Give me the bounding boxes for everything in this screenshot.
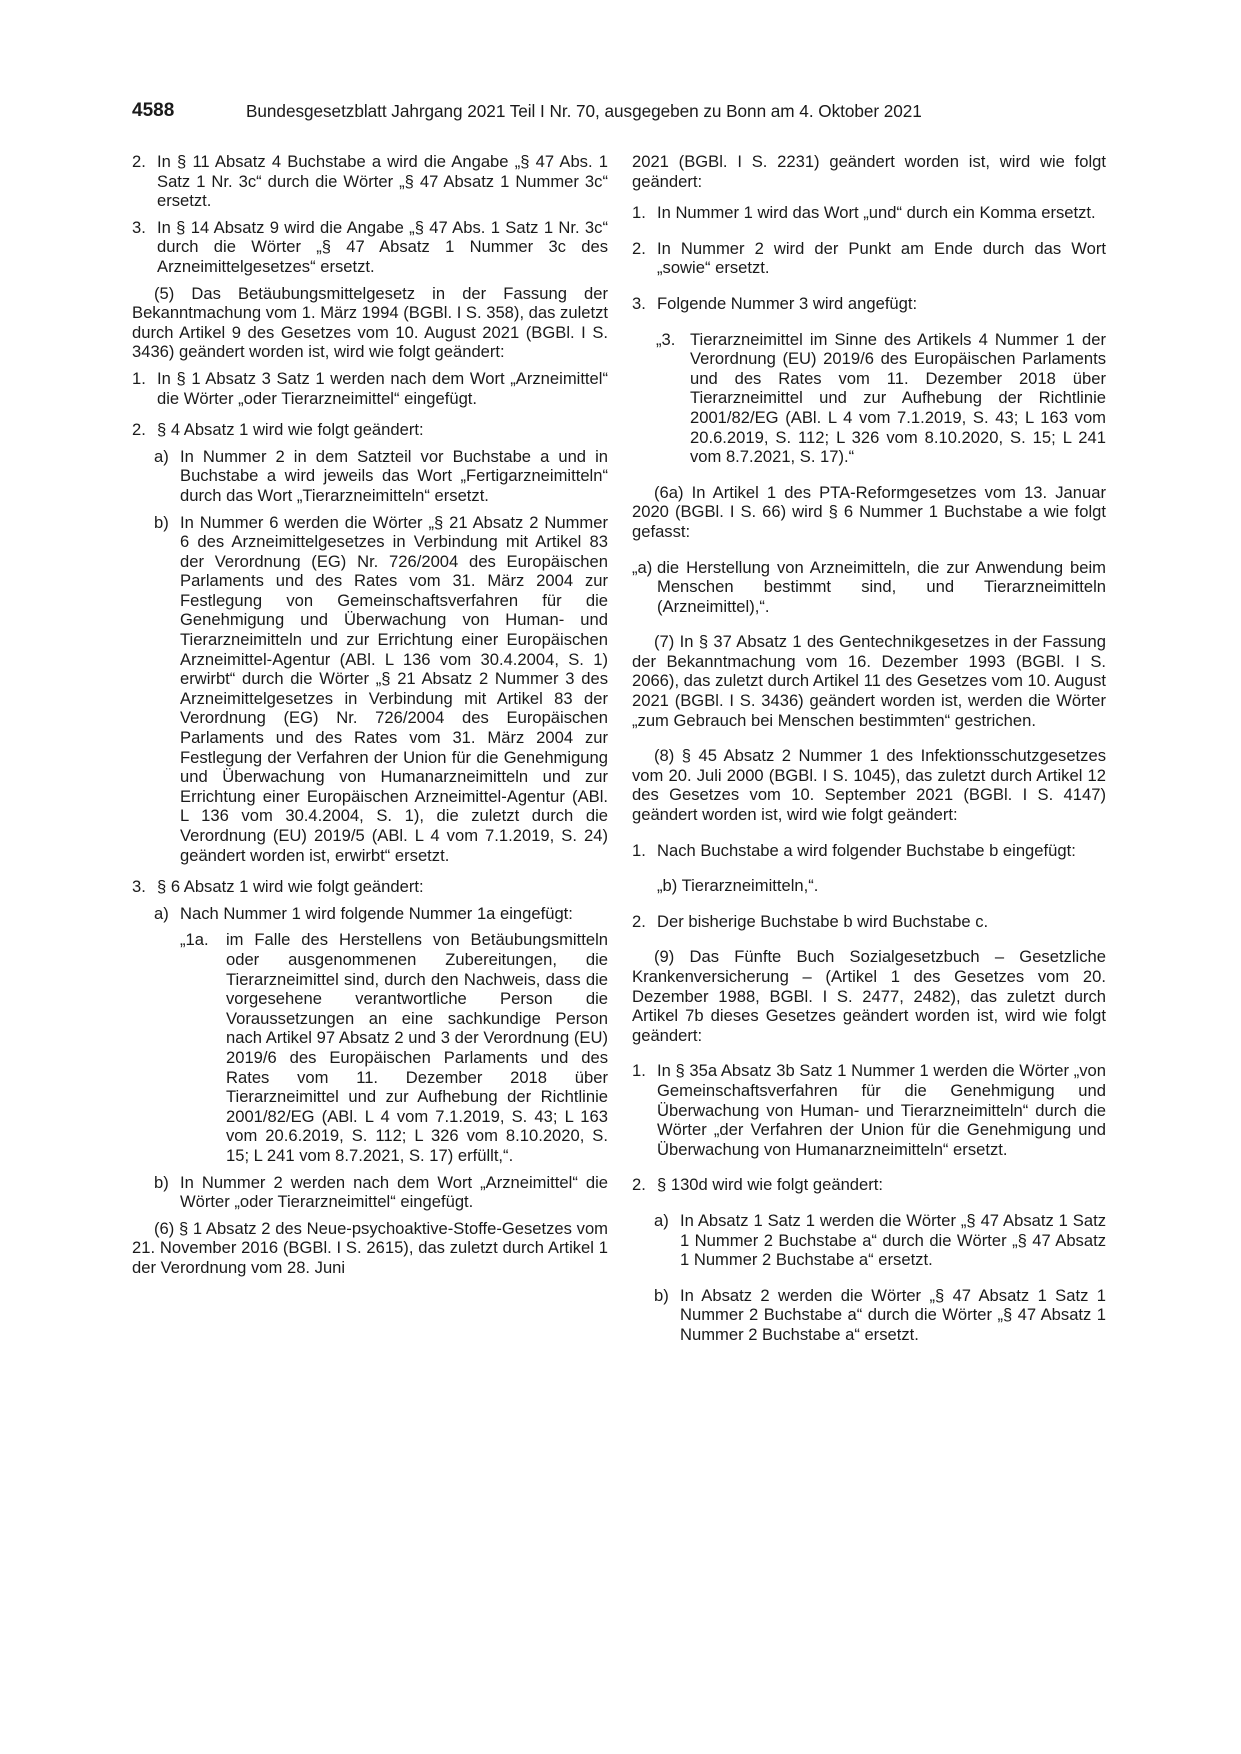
list-item — [632, 912, 1106, 932]
paragraph-9: (9) Das Fünfte Buch Sozialgesetzbuch – Gesetzliche Krankenversicherung – (Artikel 1 des Gesetzes vom 20. Dezember 1988, BGBl. I S. 2477, 2482), das zuletzt durch Artikel 7b dieses Gesetzes geändert worden ist, wird wie folgt geändert: — [632, 947, 1106, 1045]
list-item — [632, 203, 1106, 223]
list-item — [632, 239, 1106, 278]
item-text: In Nummer 2 werden nach dem Wort „Arzneimittel“ die Wörter „oder Tierarzneimittel“ eingefügt. — [180, 1172, 608, 1212]
item-text: Nach Nummer 1 wird folgende Nummer 1a eingefügt: — [180, 903, 573, 923]
sub-item — [132, 447, 608, 506]
item-text: Tierarzneimittel im Sinne des Artikels 4 Nummer 1 der Verordnung (EU) 2019/6 des Europäischen Parlaments und des Rates vom 11. Dezember 2018 über Tierarzneimittel und zur Aufhebung der Richtlinie 2001/82/EG (ABl. L 4 vom 7.1.2019, S. 43; L 163 vom 20.6.2019, S. 112; L 326 vom 8.10.2020, S. 15; L 241 vom 8.7.2021, S. 17).“ — [690, 329, 1106, 467]
item-number: 2. — [632, 238, 646, 258]
item-text: Nach Buchstabe a wird folgender Buchstabe b eingefügt: — [657, 840, 1076, 860]
list-item — [632, 841, 1106, 861]
quoted-item — [632, 558, 1106, 617]
item-text: In § 1 Absatz 3 Satz 1 werden nach dem Wort „Arzneimittel“ die Wörter „oder Tierarzneimittel“ eingefügt. — [157, 368, 608, 408]
gazette-title: Bundesgesetzblatt Jahrgang 2021 Teil I Nr. 70, ausgegeben zu Bonn am 4. Oktober 2021 — [246, 101, 922, 121]
right-column — [632, 152, 1106, 1345]
item-number: 1. — [132, 368, 146, 388]
item-number: 2. — [132, 420, 146, 440]
item-text: § 6 Absatz 1 wird wie folgt geändert: — [157, 877, 424, 897]
item-letter: „a) — [632, 557, 653, 577]
item-letter: a) — [154, 903, 169, 923]
page-number: 4588 — [132, 100, 175, 121]
item-text: In § 11 Absatz 4 Buchstabe a wird die Angabe „§ 47 Abs. 1 Satz 1 Nr. 3c“ durch die Wörter „§ 47 Absatz 1 Nummer 3c“ ersetzt. — [157, 152, 608, 211]
item-letter: b) — [154, 1172, 169, 1192]
item-letter: b) — [654, 1285, 669, 1305]
item-letter: a) — [654, 1210, 669, 1230]
paragraph-6a: (6a) In Artikel 1 des PTA-Reformgesetzes vom 13. Januar 2020 (BGBl. I S. 66) wird § 6 Nummer 1 Buchstabe a wie folgt gefasst: — [632, 482, 1106, 541]
paragraph-6-continued: 2021 (BGBl. I S. 2231) geändert worden ist, wird wie folgt geändert: — [632, 152, 1106, 191]
item-letter: b) — [154, 512, 169, 532]
sub-item — [132, 1173, 608, 1212]
item-number: 1. — [632, 840, 646, 860]
item-number: 3. — [632, 293, 646, 313]
item-number: „1a. — [180, 930, 209, 950]
item-number: 3. — [132, 877, 146, 897]
sub-item — [132, 513, 608, 866]
item-text: Der bisherige Buchstabe b wird Buchstabe c. — [657, 911, 989, 931]
item-number: 2. — [132, 152, 146, 171]
item-number: 1. — [632, 203, 646, 223]
list-item — [132, 877, 608, 897]
item-text: In Nummer 2 wird der Punkt am Ende durch das Wort „sowie“ ersetzt. — [657, 238, 1106, 278]
item-text: im Falle des Herstellens von Betäubungsmitteln oder ausgenommenen Zubereitungen, die Tierarzneimittel sind, durch den Nachweis, dass die vorgesehene verantwortliche Person die Voraussetzungen an eine sachkundige Person nach Artikel 97 Absatz 2 und 3 der Verordnung (EU) 2019/6 des Europäischen Parlaments und des Rates vom 11. Dezember 2018 über Tierarzneimittel und zur Aufhebung der Richtlinie 2001/82/EG (ABl. L 4 vom 7.1.2019, S. 43; L 163 vom 20.6.2019, S. 112; L 326 vom 8.10.2020, S. 15; L 241 vom 8.7.2021, S. 17) erfüllt,“. — [226, 930, 608, 1165]
paragraph-8: (8) § 45 Absatz 2 Nummer 1 des Infektionsschutzgesetzes vom 20. Juli 2000 (BGBl. I S. 1045), das zuletzt durch Artikel 12 des Gesetzes vom 10. September 2021 (BGBl. I S. 4147) geändert worden ist, wird wie folgt geändert: — [632, 746, 1106, 825]
sub-item — [632, 1211, 1106, 1270]
item-text: In § 35a Absatz 3b Satz 1 Nummer 1 werden die Wörter „von Gemeinschaftsverfahren für die Genehmigung und Überwachung von Human- und Tierarzneimitteln“ durch die Wörter „der Verfahren der Union für die Genehmigung und Überwachung von Humanarzneimitteln“ ersetzt. — [657, 1061, 1106, 1159]
list-item — [132, 369, 608, 408]
item-text: § 4 Absatz 1 wird wie folgt geändert: — [157, 420, 424, 440]
item-text: In Nummer 1 wird das Wort „und“ durch ein Komma ersetzt. — [657, 203, 1096, 223]
item-text: In Nummer 2 in dem Satzteil vor Buchstabe a und in Buchstabe a wird jeweils das Wort „Fertigarzneimitteln“ durch das Wort „Tierarzneimitteln“ ersetzt. — [180, 446, 608, 505]
item-number: 1. — [632, 1061, 646, 1081]
list-item — [132, 152, 608, 211]
item-text: In Absatz 1 Satz 1 werden die Wörter „§ 47 Absatz 1 Satz 1 Nummer 2 Buchstabe a“ durch die Wörter „§ 47 Absatz 1 Nummer 2 Buchstabe a“ ersetzt. — [680, 1210, 1106, 1270]
list-item — [632, 1175, 1106, 1195]
item-text: die Herstellung von Arzneimitteln, die zur Anwendung beim Menschen bestimmt sind, und Tierarzneimitteln (Arzneimittel),“. — [657, 557, 1106, 616]
list-item — [132, 218, 608, 277]
page-header — [132, 100, 1106, 128]
list-item — [132, 420, 608, 440]
item-number: 3. — [132, 217, 146, 237]
left-column — [132, 152, 608, 1277]
item-number: „3. — [656, 329, 676, 349]
item-text: In § 14 Absatz 9 wird die Angabe „§ 47 Abs. 1 Satz 1 Nr. 3c“ durch die Wörter „§ 47 Absatz 1 Nummer 3c des Arzneimittelgesetzes“ ersetzt. — [157, 217, 608, 276]
quoted-item — [632, 330, 1106, 467]
sub-item — [132, 904, 608, 924]
item-number: 2. — [632, 1175, 646, 1195]
quoted-letter-b: „b) Tierarzneimitteln,“. — [657, 876, 819, 896]
paragraph-6: (6) § 1 Absatz 2 des Neue-psychoaktive-Stoffe-Gesetzes vom 21. November 2016 (BGBl. I S. 2615), das zuletzt durch Artikel 1 der Verordnung vom 28. Juni — [132, 1218, 608, 1277]
paragraph-7: (7) In § 37 Absatz 1 des Gentechnikgesetzes in der Fassung der Bekanntmachung vom 16. Dezember 1993 (BGBl. I S. 2066), das zuletzt durch Artikel 11 des Gesetzes vom 10. August 2021 (BGBl. I S. 3436) geändert worden ist, werden die Wörter „zum Gebrauch bei Menschen bestimmten“ gestrichen. — [632, 632, 1106, 730]
item-text: In Nummer 6 werden die Wörter „§ 21 Absatz 2 Nummer 6 des Arzneimittelgesetzes in Verbindung mit Artikel 83 der Verordnung (EG) Nr. 726/2004 des Europäischen Parlaments und des Rates vom 31. März 2004 zur Festlegung von Gemeinschaftsverfahren für die Genehmigung und Überwachung von Human- und Tierarzneimitteln und zur Errichtung einer Europäischen Arzneimittel-Agentur (ABl. L 136 vom 30.4.2004, S. 1) erwirbt“ durch die Wörter „§ 21 Absatz 2 Nummer 3 des Arzneimittelgesetzes in Verbindung mit Artikel 83 der Verordnung (EG) Nr. 726/2004 des Europäischen Parlaments und des Rates vom 31. März 2004 zur Festlegung der Verfahren der Union für die Genehmigung und Überwachung von Humanarzneimitteln und zur Errichtung einer Europäischen Arzneimittel-Agentur (ABl. L 136 vom 30.4.2004, S. 1), die zuletzt durch die Verordnung (EU) 2019/5 (ABl. L 4 vom 7.1.2019, S. 24) geändert worden ist, erwirbt“ ersetzt. — [180, 512, 608, 865]
list-item — [632, 1061, 1106, 1159]
paragraph-5: (5) Das Betäubungsmittelgesetz in der Fassung der Bekanntmachung vom 1. März 1994 (BGBl. I S. 358), das zuletzt durch Artikel 9 des Gesetzes vom 10. August 2021 (BGBl. I S. 3436) geändert worden ist, wird wie folgt geändert: — [132, 283, 608, 362]
item-number: 2. — [632, 911, 646, 931]
list-item — [632, 294, 1106, 314]
sub-item — [632, 1286, 1106, 1345]
quoted-item — [132, 930, 608, 1165]
item-text: In Absatz 2 werden die Wörter „§ 47 Absatz 1 Satz 1 Nummer 2 Buchstabe a“ durch die Wörter „§ 47 Absatz 1 Nummer 2 Buchstabe a“ ersetzt. — [680, 1285, 1106, 1344]
item-letter: a) — [154, 446, 169, 466]
item-text: § 130d wird wie folgt geändert: — [657, 1175, 884, 1195]
item-text: Folgende Nummer 3 wird angefügt: — [657, 293, 918, 313]
